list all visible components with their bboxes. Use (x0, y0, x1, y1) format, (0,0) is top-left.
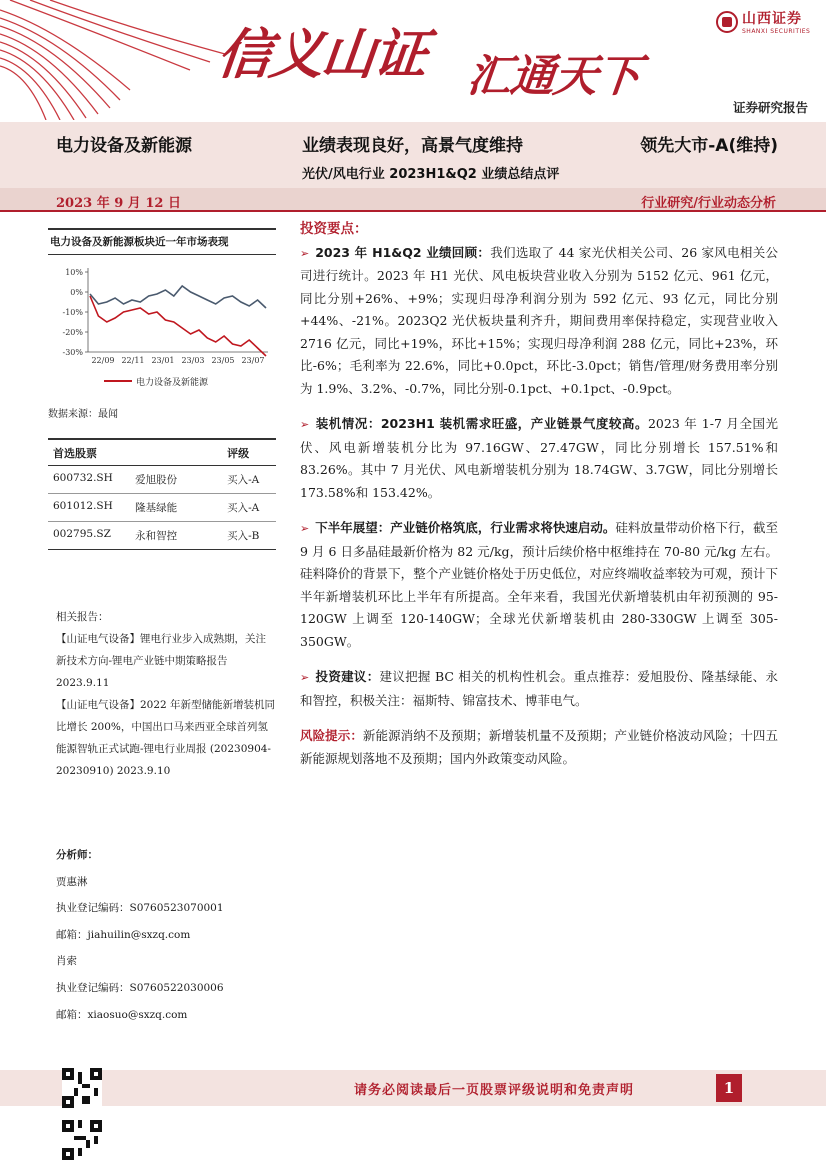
y-tick-label: 0% (70, 288, 83, 297)
key-point (300, 517, 778, 653)
stock-name: 永和智控 (135, 530, 178, 542)
x-tick-label: 22/09 (91, 356, 115, 365)
key-points-section (300, 218, 778, 783)
key-point-body: 建议把握 BC 相关的机构性机会。重点推荐：爱旭股份、隆基绿能、永和智控，积极关注：福斯特、锦富技术、博菲电气。 (300, 669, 778, 708)
series-line-sector (90, 296, 266, 356)
qr-code-icon (62, 1068, 102, 1108)
stock-code: 002795.SZ (53, 528, 111, 540)
related-label: 相关报告： (56, 611, 109, 623)
market-performance-chart (48, 258, 276, 400)
stock-code: 601012.SH (53, 500, 113, 512)
report-headline: 业绩表现良好，高景气度维持 (302, 136, 523, 156)
arrow-bullet-icon: ➢ (300, 522, 310, 535)
y-tick-label: -30% (62, 348, 83, 357)
table-row (48, 522, 276, 549)
table-header (48, 440, 276, 466)
x-tick-label: 23/01 (151, 356, 175, 365)
key-point-body: 2023 年 1-7 月全国光伏、风电新增装机分比为 97.16GW、27.47GW，同比分别增长 157.51%和 83.26%。其中 7 月光伏、风电新增装机分别为 18.74GW、3.7GW，同比分别增长 173.58%和 153.42%。 (300, 416, 778, 500)
x-tick-label: 23/07 (241, 356, 265, 365)
data-source: 数据来源：最闻 (48, 409, 118, 420)
table-row (48, 466, 276, 494)
chart-title: 电力设备及新能源板块近一年市场表现 (48, 228, 276, 255)
related-report-item[interactable]: 【山证电气设备】2022 年新型储能新增装机同比增长 200%，中国出口马来西亚全球首列氢能源智轨正式试跑-锂电行业周报 (20230904-20230910) 2023.9.10 (56, 699, 276, 777)
report-type: 证券研究报告 (732, 100, 808, 115)
key-point (300, 242, 778, 401)
y-tick-label: 10% (65, 268, 83, 277)
analyst-license: 执业登记编码：S0760522030006 (56, 981, 224, 994)
risk-body: 新能源消纳不及预期；新增装机量不及预期；产业链价格波动风险；十四五新能源规划落地不及预期；国内外政策变动风险。 (300, 728, 778, 766)
analysts-label: 分析师： (56, 849, 98, 861)
header-rating: 评级 (227, 447, 250, 460)
key-point-lead: 投资建议： (315, 669, 380, 684)
stock-rating: 买入-B (227, 530, 260, 542)
arrow-bullet-icon: ➢ (300, 246, 310, 260)
analyst-name: 贾惠淋 (56, 875, 88, 888)
analysts-section (56, 842, 276, 1028)
stock-name: 爱旭股份 (135, 474, 178, 486)
stock-picks-table (48, 438, 276, 550)
related-report-item[interactable]: 【山证电气设备】锂电行业步入成熟期，关注新技术方向-锂电产业链中期策略报告 2023.9.11 (56, 633, 266, 689)
sector-title: 电力设备及新能源 (56, 136, 192, 156)
x-tick-label: 23/03 (181, 356, 205, 365)
legend-label: 电力设备及新能源 (136, 378, 209, 388)
y-tick-label: -20% (62, 328, 83, 337)
decorative-stripes (0, 0, 230, 120)
arrow-bullet-icon: ➢ (300, 671, 310, 684)
company-logo (716, 8, 810, 35)
logo-name-cn: 山西证券 (742, 11, 802, 27)
disclaimer-notice: 请务必阅读最后一页股票评级说明和免责声明 (354, 1083, 635, 1098)
logo-name-en: SHANXI SECURITIES (742, 28, 811, 35)
key-point-lead: 2023 年 H1&Q2 业绩回顾： (315, 244, 491, 260)
qr-code-icon (62, 1120, 102, 1160)
analyst-email[interactable]: 邮箱：xiaosuo@sxzq.com (56, 1008, 188, 1021)
key-point-lead: 装机情况：2023H1 装机需求旺盛，产业链景气度较高。 (315, 416, 648, 431)
key-point (300, 413, 778, 504)
logo-icon (716, 11, 738, 33)
stock-code: 600732.SH (53, 472, 113, 484)
report-category: 行业研究/行业动态分析 (641, 196, 776, 211)
stock-rating: 买入-A (227, 502, 260, 514)
analyst-license: 执业登记编码：S0760523070001 (56, 902, 224, 915)
y-tick-label: -10% (62, 308, 83, 317)
header-name (135, 445, 227, 461)
related-reports (56, 606, 276, 782)
key-point-body: 我们选取了 44 家光伏相关公司、26 家风电相关公司进行统计。2023 年 H1 光伏、风电板块营业收入分别为 5152 亿元、961 亿元，同比分别+26%、+9%；实现归母净利润分别为 592 亿元、93 亿元，同比分别+44%、-21%。2023Q2 光伏板块量利齐升，期间费用率保持稳定，实现营业收入 2716 亿元，同比+19%，环比+15%；实现归母净利润 288 亿元，同比+23%，环比-6%；毛利率为 22.6%，同比+0.0pct，环比-3.0pct；销售/管理/财务费用率分别为 1.9%、3.2%、-0.7%，同比分别-0.1pct、+0.1pct、-0.9pct。 (300, 244, 779, 396)
page-number: 1 (716, 1074, 742, 1102)
series-line-benchmark (90, 286, 266, 308)
key-point (300, 666, 778, 712)
chart-svg (48, 258, 276, 400)
x-tick-label: 22/11 (121, 356, 145, 365)
analyst-name: 肖索 (56, 955, 77, 968)
key-points-title: 投资要点： (300, 221, 368, 237)
risk-warning (300, 725, 778, 770)
x-tick-label: 23/05 (211, 356, 235, 365)
stock-name: 隆基绿能 (135, 502, 178, 514)
industry-rating: 领先大市-A(维持) (640, 136, 778, 156)
header-stock: 首选股票 (53, 447, 97, 460)
key-point-lead: 下半年展望：产业链价格筑底，行业需求将快速启动。 (315, 520, 616, 535)
report-date: 2023 年 9 月 12 日 (56, 196, 181, 211)
key-point-body: 硅料放量带动价格下行，截至 9 月 6 日多晶硅最新价格为 82 元/kg，预计后续价格中枢维持在 70-80 元/kg 左右。硅料降价的背景下，整个产业链价格处于历史低位，对应终端收益率较为可观，预计下半年新增装机环比上半年有所提高。全年来看，我国光伏新增装机由年初预测的 95-120GW 上调至 120-140GW；全球光伏新增装机由 280-330GW 上调至 305-350GW。 (300, 520, 778, 649)
analyst-email[interactable]: 邮箱：jiahuilin@sxzq.com (56, 928, 191, 941)
arrow-bullet-icon: ➢ (300, 418, 310, 431)
report-subtitle: 光伏/风电行业 2023H1&Q2 业绩总结点评 (302, 167, 560, 182)
risk-label: 风险提示： (300, 728, 363, 743)
brand-slogan-sub: 汇通天下 (464, 51, 643, 102)
table-row (48, 494, 276, 522)
header-banner (0, 0, 826, 122)
brand-slogan-main: 信义山证 (214, 22, 429, 86)
stock-rating: 买入-A (227, 474, 260, 486)
